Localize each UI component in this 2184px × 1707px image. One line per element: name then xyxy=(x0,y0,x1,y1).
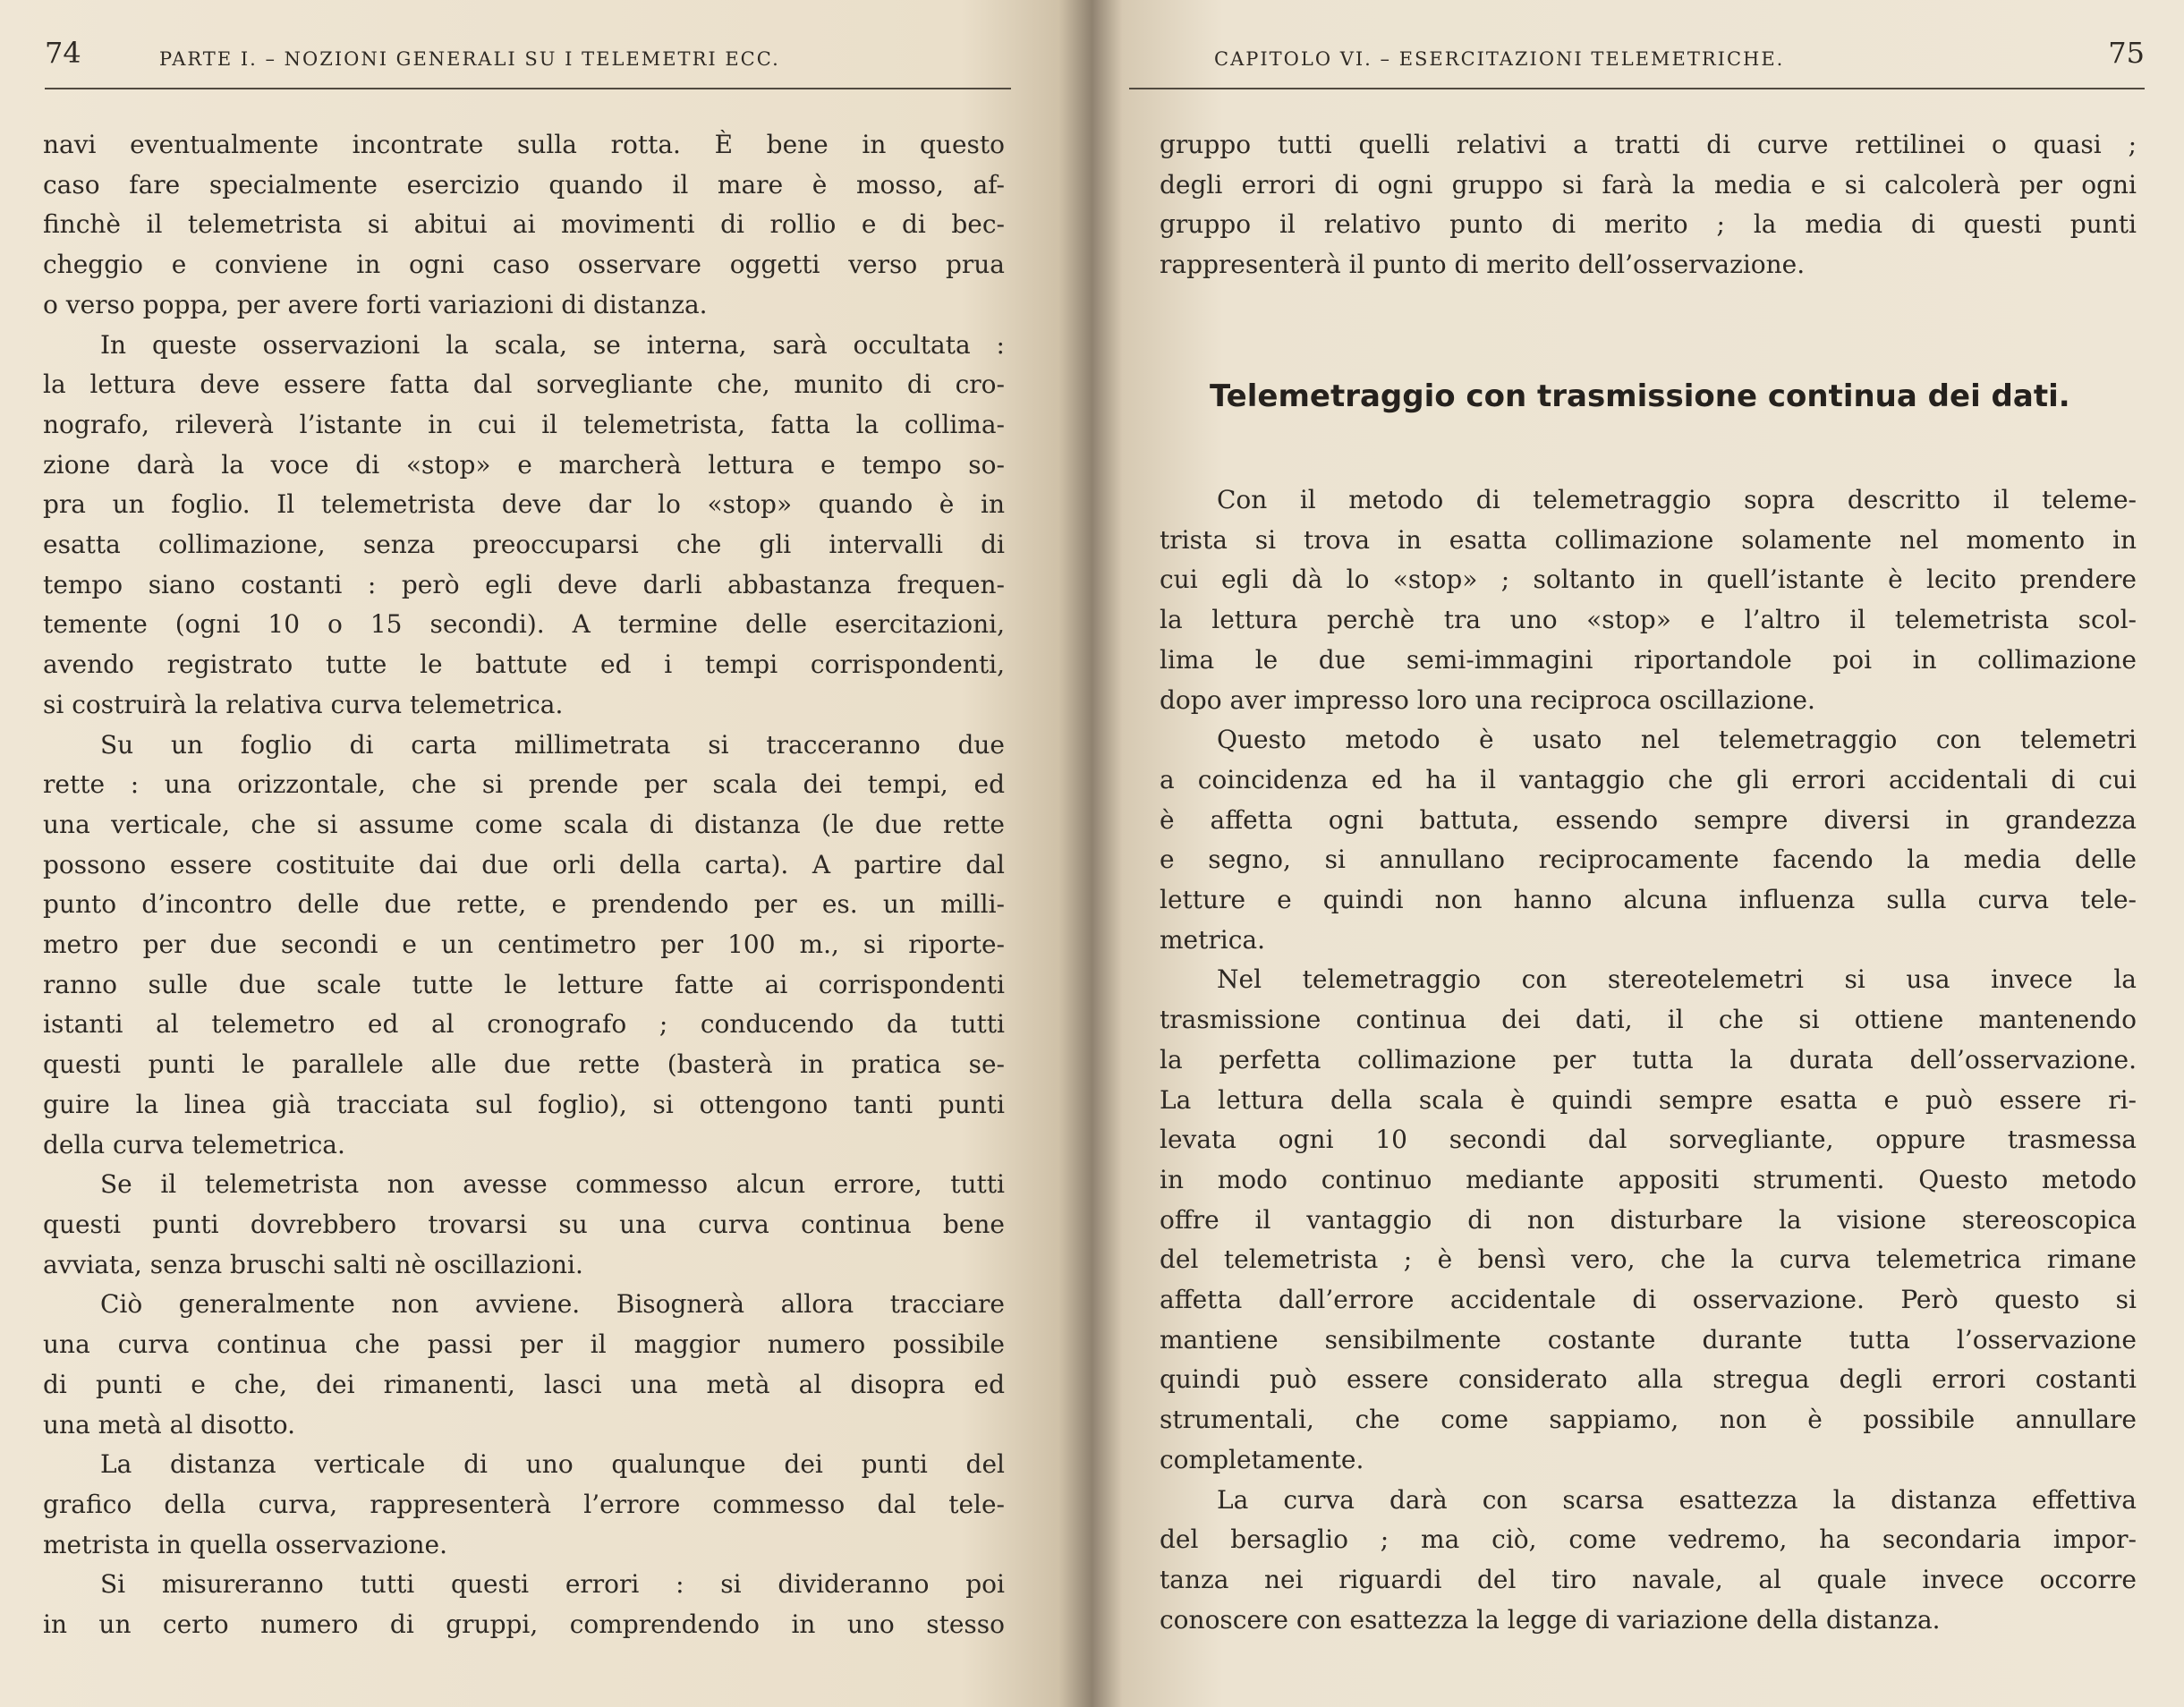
text-line: zione darà la voce di «stop» e marcherà lettura e tempo so- xyxy=(43,449,1005,480)
right-page-number: 75 xyxy=(2108,36,2145,70)
text-line: caso fare specialmente esercizio quando il mare è mosso, af- xyxy=(43,169,1005,200)
left-page xyxy=(0,0,1074,1707)
text-line: affetta dall’errore accidentale di osservazione. Però questo si xyxy=(1160,1285,2137,1315)
text-line: la lettura perchè tra uno «stop» e l’altro il telemetrista scol- xyxy=(1160,605,2137,635)
text-line: dopo aver impresso loro una reciproca oscillazione. xyxy=(1160,684,1815,715)
text-line: temente (ogni 10 o 15 secondi). A termine delle esercitazioni, xyxy=(43,609,1005,640)
left-running-head xyxy=(45,36,1011,86)
text-line: cheggio e conviene in ogni caso osservare oggetti verso prua xyxy=(43,250,1005,280)
text-line: completamente. xyxy=(1160,1444,1364,1474)
text-line: avendo registrato tutte le battute ed i tempi corrispondenti, xyxy=(43,650,1005,680)
text-line: rette : una orizzontale, che si prende per scala dei tempi, ed xyxy=(43,769,1005,800)
text-line: Se il telemetrista non avesse commesso alcun errore, tutti xyxy=(100,1169,1005,1200)
text-line: cui egli dà lo «stop» ; soltanto in quell’istante è lecito prendere xyxy=(1160,565,2137,595)
text-line: e segno, si annullano reciprocamente facendo la media delle xyxy=(1160,845,2137,875)
text-line: una verticale, che si assume come scala di distanza (le due rette xyxy=(43,809,1005,839)
text-line: Ciò generalmente non avviene. Bisognerà allora tracciare xyxy=(100,1289,1005,1320)
text-line: del telemetrista ; è bensì vero, che la curva telemetrica rimane xyxy=(1160,1244,2137,1275)
text-line: a coincidenza ed ha il vantaggio che gli errori accidentali di cui xyxy=(1160,764,2137,794)
text-line: è affetta ogni battuta, essendo sempre diversi in grandezza xyxy=(1160,804,2137,835)
text-line: quindi può essere considerato alla stregua degli errori costanti xyxy=(1160,1364,2137,1395)
text-line: Si misureranno tutti questi errori : si divideranno poi xyxy=(100,1569,1005,1600)
text-line: nografo, rileverà l’istante in cui il telemetrista, fatta la collima- xyxy=(43,409,1005,439)
text-line: esatta collimazione, senza preoccuparsi che gli intervalli di xyxy=(43,530,1005,560)
text-line: levata ogni 10 secondi dal sorvegliante, oppure trasmessa xyxy=(1160,1125,2137,1155)
text-line: ranno sulle due scale tutte le letture fatte ai corrispondenti xyxy=(43,969,1005,999)
text-line: punto d’incontro delle due rette, e prendendo per es. un milli- xyxy=(43,889,1005,920)
text-line: letture e quindi non hanno alcuna influenza sulla curva tele- xyxy=(1160,885,2137,915)
text-line: la lettura deve essere fatta dal sorvegliante che, munito di cro- xyxy=(43,369,1005,400)
text-line: la perfetta collimazione per tutta la durata dell’osservazione. xyxy=(1160,1044,2137,1074)
text-line: Su un foglio di carta millimetrata si tracceranno due xyxy=(100,729,1005,760)
text-line: Nel telemetraggio con stereotelemetri si usa invece la xyxy=(1217,964,2137,995)
text-line: La lettura della scala è quindi sempre esatta e può essere ri- xyxy=(1160,1084,2137,1115)
text-line: in modo continuo mediante appositi strumenti. Questo metodo xyxy=(1160,1164,2137,1194)
text-line: degli errori di ogni gruppo si farà la media e si calcolerà per ogni xyxy=(1160,169,2137,200)
text-line: conoscere con esattezza la legge di variazione della distanza. xyxy=(1160,1604,1941,1635)
text-line: La distanza verticale di uno qualunque dei punti del xyxy=(100,1449,1005,1480)
right-running-title: CAPITOLO VI. – ESERCITAZIONI TELEMETRICHE. xyxy=(1214,48,1785,70)
text-line: del bersaglio ; ma ciò, come vedremo, ha secondaria impor- xyxy=(1160,1524,2137,1555)
text-line: avviata, senza bruschi salti nè oscillazioni. xyxy=(43,1249,583,1279)
text-line: trista si trova in esatta collimazione solamente nel momento in xyxy=(1160,524,2137,555)
text-line: grafico della curva, rappresenterà l’errore commesso dal tele- xyxy=(43,1489,1005,1519)
text-line: guire la linea già tracciata sul foglio), si ottengono tanti punti xyxy=(43,1089,1005,1119)
text-line: tanza nei riguardi del tiro navale, al quale invece occorre xyxy=(1160,1564,2137,1594)
text-line: lima le due semi-immagini riportandole poi in collimazione xyxy=(1160,644,2137,675)
text-line: una metà al disotto. xyxy=(43,1409,296,1439)
left-body-text xyxy=(43,125,1005,1645)
text-line: navi eventualmente incontrate sulla rotta. È bene in questo xyxy=(43,130,1005,159)
text-line: possono essere costituite dai due orli della carta). A partire dal xyxy=(43,849,1005,879)
right-body-text xyxy=(1160,480,2137,1640)
text-line: questi punti dovrebbero trovarsi su una curva continua bene xyxy=(43,1209,1005,1239)
text-line: di punti e che, dei rimanenti, lasci una metà al disopra ed xyxy=(43,1369,1005,1399)
text-line: una curva continua che passi per il maggior numero possibile xyxy=(43,1329,1005,1360)
text-line: In queste osservazioni la scala, se interna, sarà occultata : xyxy=(100,329,1005,360)
text-line: in un certo numero di gruppi, comprendendo in uno stesso xyxy=(43,1609,1005,1640)
text-line: finchè il telemetrista si abitui ai movimenti di rollio e di bec- xyxy=(43,209,1005,240)
text-line: mantiene sensibilmente costante durante tutta l’osservazione xyxy=(1160,1324,2137,1355)
section-heading: Telemetraggio con trasmissione continua dei dati. xyxy=(1210,378,2070,414)
right-header-rule xyxy=(1129,88,2145,89)
text-line: pra un foglio. Il telemetrista deve dar lo «stop» quando è in xyxy=(43,489,1005,520)
text-line: Con il metodo di telemetraggio sopra descritto il teleme- xyxy=(1217,485,2137,514)
text-line: metro per due secondi e un centimetro per 100 m., si riporte- xyxy=(43,930,1005,960)
text-line: offre il vantaggio di non disturbare la visione stereoscopica xyxy=(1160,1204,2137,1235)
text-line: gruppo il relativo punto di merito ; la media di questi punti xyxy=(1160,209,2137,240)
text-line: rappresenterà il punto di merito dell’osservazione. xyxy=(1160,250,1806,280)
text-line: si costruirà la relativa curva telemetrica. xyxy=(43,689,564,719)
text-line: della curva telemetrica. xyxy=(43,1129,345,1159)
text-line: trasmissione continua dei dati, il che si ottiene mantenendo xyxy=(1160,1005,2137,1035)
text-line: metrista in quella osservazione. xyxy=(43,1529,447,1559)
text-line: metrica. xyxy=(1160,924,1265,955)
left-page-number: 74 xyxy=(45,36,81,70)
text-line: questi punti le parallele alle due rette (basterà in pratica se- xyxy=(43,1049,1005,1080)
right-running-head xyxy=(1129,36,2145,86)
text-line: La curva darà con scarsa esattezza la distanza effettiva xyxy=(1217,1484,2137,1515)
text-line: gruppo tutti quelli relativi a tratti di curve rettilinei o quasi ; xyxy=(1160,130,2137,159)
text-line: o verso poppa, per avere forti variazioni di distanza. xyxy=(43,289,708,319)
text-line: istanti al telemetro ed al cronografo ; conducendo da tutti xyxy=(43,1009,1005,1040)
text-line: tempo siano costanti : però egli deve darli abbastanza frequen- xyxy=(43,569,1005,599)
left-running-title: PARTE I. – NOZIONI GENERALI SU I TELEMETRI ECC. xyxy=(159,48,780,70)
right-page xyxy=(1093,0,2184,1707)
text-line: strumentali, che come sappiamo, non è possibile annullare xyxy=(1160,1405,2137,1435)
left-header-rule xyxy=(45,88,1011,89)
text-line: Questo metodo è usato nel telemetraggio con telemetri xyxy=(1217,725,2137,755)
right-top-text xyxy=(1160,125,2137,285)
